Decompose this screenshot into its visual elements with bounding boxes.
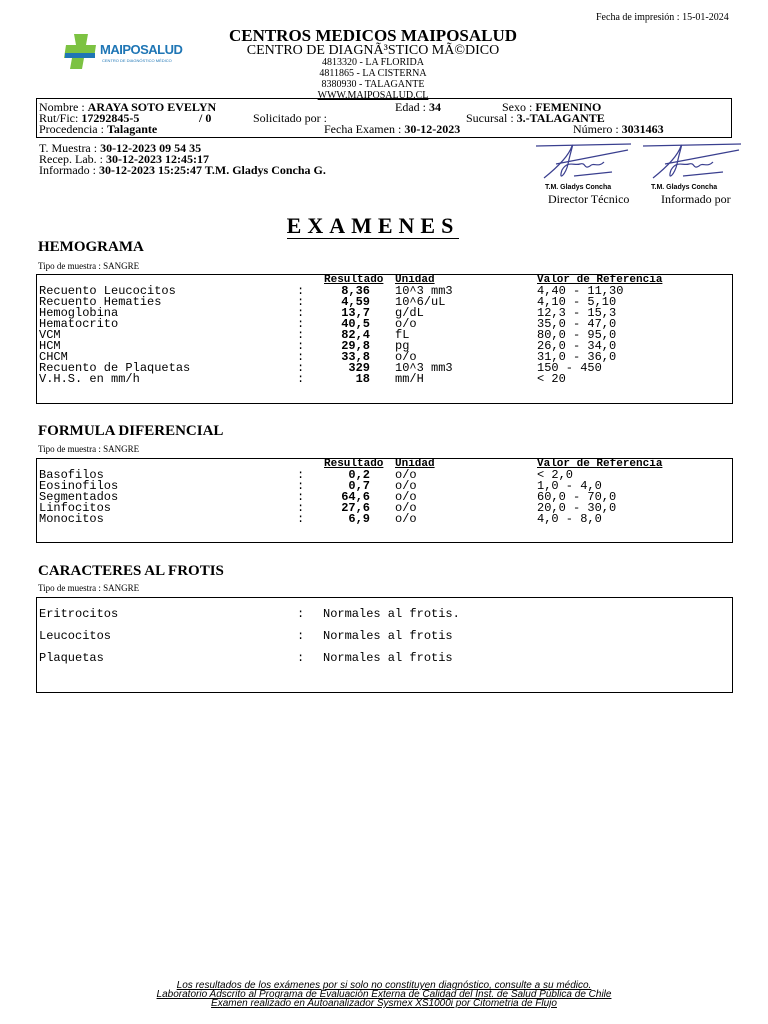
patient-sex: Sexo : FEMENINO [502, 100, 602, 114]
frotis-item: Leucocitos [39, 629, 112, 643]
test-unit: g/dL [395, 306, 424, 320]
col-unidad: Unidad [395, 458, 435, 470]
reference-range: 4,40 - 11,30 [537, 284, 624, 298]
address-line: 4811865 - LA CISTERNA [319, 68, 427, 79]
separator: : [297, 479, 305, 493]
separator: : [297, 490, 305, 504]
test-result: 82,4 [341, 328, 370, 342]
test-name: Segmentados [39, 490, 119, 504]
frotis-item: Plaquetas [39, 651, 104, 665]
reference-range: 31,0 - 36,0 [537, 350, 617, 364]
reporter-signature-icon [641, 140, 745, 188]
col-resultado: Resultado [324, 274, 384, 286]
result-row [37, 330, 732, 341]
test-name: Linfocitos [39, 501, 112, 515]
formula-sample-type: Tipo de muestra : SANGRE [38, 444, 140, 454]
result-row [37, 363, 732, 374]
test-name: Eosinofilos [39, 479, 119, 493]
reference-range: 1,0 - 4,0 [537, 479, 602, 493]
frotis-table [36, 597, 733, 693]
result-row [37, 481, 732, 492]
test-unit: o/o [395, 479, 417, 493]
separator: : [297, 512, 305, 526]
reference-range: 60,0 - 70,0 [537, 490, 617, 504]
footer-notes [0, 981, 768, 1008]
test-name: V.H.S. en mm/h [39, 372, 140, 386]
test-name: Recuento Hematies [39, 295, 162, 309]
patient-info-box [36, 98, 732, 138]
col-referencia: Valor de Referencia [537, 274, 663, 286]
test-unit: fL [395, 328, 410, 342]
footer-line: Laboratorio Adscrito al Programa de Evaluación Externa de Calidad del Inst. de Salud Pública de Chile [156, 989, 612, 1000]
patient-name: Nombre : ARAYA SOTO EVELYN [39, 100, 217, 114]
test-unit: o/o [395, 468, 417, 482]
formula-table [36, 458, 733, 543]
test-unit: o/o [395, 512, 417, 526]
separator: : [297, 295, 305, 309]
result-row [37, 319, 732, 330]
col-resultado: Resultado [324, 458, 384, 470]
footer-line: Examen realizado en Autoanalizador Sysmex XS1000i por Citometria de Flujo [211, 998, 557, 1009]
reference-range: 35,0 - 47,0 [537, 317, 617, 331]
frotis-value: Normales al frotis [323, 629, 453, 643]
print-date: Fecha de impresión : 15-01-2024 [596, 12, 729, 23]
patient-rut: Rut/Fic: 17292845-5 [39, 111, 140, 125]
address-line: 8380930 - TALAGANTE [321, 79, 425, 90]
logo-brand: MAIPOSALUD [100, 42, 183, 57]
test-unit: 10^3 mm3 [395, 361, 453, 375]
result-row [37, 374, 732, 385]
test-result: 0,7 [348, 479, 370, 493]
branch: Sucursal : 3.-TALAGANTE [466, 111, 605, 125]
exams-heading: EXAMENES [286, 213, 460, 238]
separator: : [297, 350, 305, 364]
reporter-signature-name: T.M. Gladys Concha [651, 184, 718, 191]
test-result: 64,6 [341, 490, 370, 504]
exam-date: Fecha Examen : 30-12-2023 [324, 122, 461, 136]
hemograma-table [36, 274, 733, 404]
reported-time: Informado : 30-12-2023 15:25:47 T.M. Gladys Concha G. [39, 163, 326, 177]
test-name: HCM [39, 339, 61, 353]
director-signature-name: T.M. Gladys Concha [545, 184, 612, 191]
hemograma-sample-type: Tipo de muestra : SANGRE [38, 261, 140, 271]
result-row [37, 503, 732, 514]
requested-by: Solicitado por : [253, 111, 327, 125]
address-line: 4813320 - LA FLORIDA [322, 57, 424, 68]
director-role: Director Técnico [548, 192, 630, 206]
order-number: Número : 3031463 [573, 122, 664, 136]
result-row [37, 470, 732, 481]
test-name: CHCM [39, 350, 68, 364]
center-title: CENTROS MEDICOS MAIPOSALUD [228, 26, 518, 45]
test-result: 27,6 [341, 501, 370, 515]
result-row [37, 514, 732, 525]
test-name: Recuento Leucocitos [39, 284, 176, 298]
test-result: 4,59 [341, 295, 370, 309]
reference-range: 150 - 450 [537, 361, 602, 375]
reference-range: 80,0 - 95,0 [537, 328, 617, 342]
result-row [37, 341, 732, 352]
hemograma-title: HEMOGRAMA [38, 239, 144, 255]
test-unit: o/o [395, 350, 417, 364]
reference-range: 20,0 - 30,0 [537, 501, 617, 515]
result-row [37, 297, 732, 308]
director-signature-icon [534, 140, 634, 188]
test-result: 8,36 [341, 284, 370, 298]
test-result: 6,9 [348, 512, 370, 526]
website-link[interactable]: WWW.MAIPOSALUD.CL [317, 90, 429, 101]
sample-time: T. Muestra : 30-12-2023 09 54 35 [39, 141, 202, 155]
result-row [37, 308, 732, 319]
separator: : [297, 361, 305, 375]
test-result: 0,2 [348, 468, 370, 482]
reception-time: Recep. Lab. : 30-12-2023 12:45:17 [39, 152, 209, 166]
patient-age: Edad : 34 [395, 100, 441, 114]
logo-tagline: CENTRO DE DIAGNÓSTICO MÉDICO [102, 58, 172, 63]
test-name: Hematocrito [39, 317, 119, 331]
test-name: Basofilos [39, 468, 104, 482]
test-name: VCM [39, 328, 61, 342]
frotis-value: Normales al frotis [323, 651, 453, 665]
test-result: 329 [348, 361, 370, 375]
footer-line: Los resultados de los exámenes por si solo no constituyen diagnóstico, consulte a su médico. [176, 980, 592, 991]
reference-range: 26,0 - 34,0 [537, 339, 617, 353]
test-name: Monocitos [39, 512, 104, 526]
test-unit: o/o [395, 317, 417, 331]
separator: : [297, 339, 305, 353]
frotis-item: Eritrocitos [39, 607, 119, 621]
test-name: Hemoglobina [39, 306, 119, 320]
test-result: 40,5 [341, 317, 370, 331]
origin: Procedencia : Talagante [39, 122, 158, 136]
test-result: 18 [355, 372, 370, 386]
result-row [37, 492, 732, 503]
separator: : [297, 328, 305, 342]
separator: : [297, 629, 305, 643]
reference-range: < 20 [537, 372, 566, 386]
separator: : [297, 468, 305, 482]
reference-range: 12,3 - 15,3 [537, 306, 617, 320]
frotis-title: CARACTERES AL FROTIS [38, 563, 224, 579]
reference-range: 4,0 - 8,0 [537, 512, 602, 526]
test-unit: 10^6/uL [395, 295, 446, 309]
col-referencia: Valor de Referencia [537, 458, 663, 470]
formula-title: FORMULA DIFERENCIAL [38, 423, 224, 439]
separator: : [297, 317, 305, 331]
separator: : [297, 501, 305, 515]
test-result: 29,8 [341, 339, 370, 353]
frotis-sample-type: Tipo de muestra : SANGRE [38, 583, 140, 593]
test-unit: pg [395, 339, 410, 353]
center-subtitle: CENTRO DE DIAGNÃ³STICO MÃ©DICO [246, 43, 500, 58]
test-unit: o/o [395, 490, 417, 504]
reporter-role: Informado por [661, 192, 731, 206]
col-unidad: Unidad [395, 274, 435, 286]
test-result: 13,7 [341, 306, 370, 320]
test-unit: 10^3 mm3 [395, 284, 453, 298]
separator: : [297, 284, 305, 298]
reference-range: 4,10 - 5,10 [537, 295, 617, 309]
separator: : [297, 651, 305, 665]
test-unit: mm/H [395, 372, 424, 386]
test-name: Recuento de Plaquetas [39, 361, 191, 375]
separator: : [297, 306, 305, 320]
patient-ficha: / 0 [199, 111, 212, 125]
test-result: 33,8 [341, 350, 370, 364]
separator: : [297, 607, 305, 621]
frotis-value: Normales al frotis. [323, 607, 460, 621]
test-unit: o/o [395, 501, 417, 515]
reference-range: < 2,0 [537, 468, 574, 482]
separator: : [297, 372, 305, 386]
